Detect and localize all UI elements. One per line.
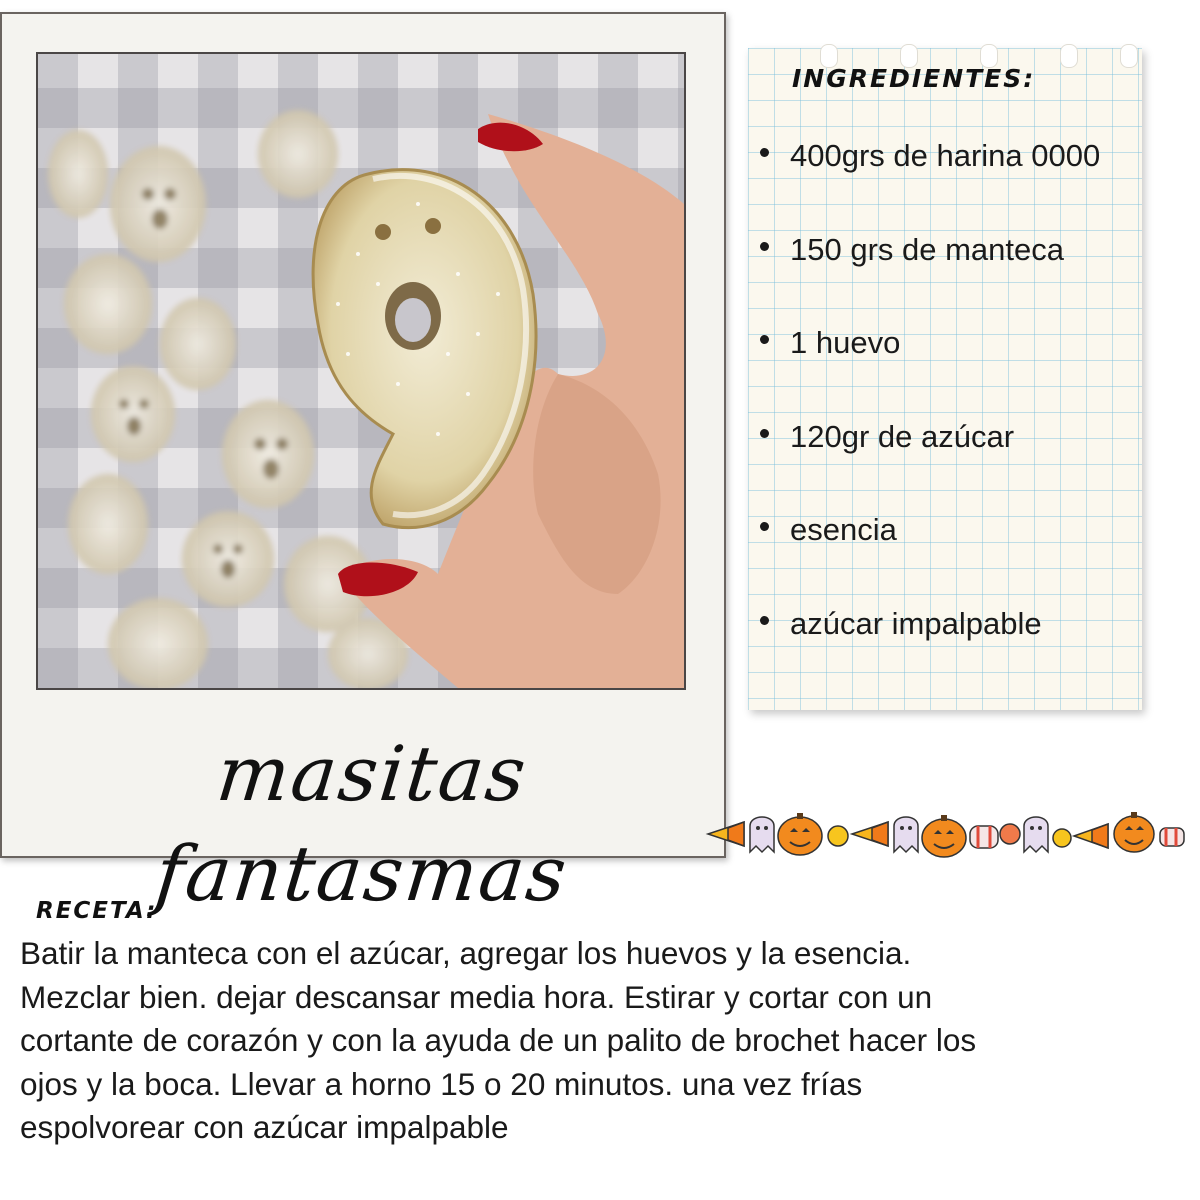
ingredients-heading: INGREDIENTES: (792, 64, 1036, 93)
recipe-instructions (20, 932, 1180, 1150)
pumpkin-icon (922, 815, 966, 857)
striped-candy-icon (970, 826, 998, 848)
recipe-line: Mezclar bien. dejar descansar media hora. Estirar y cortar con un (20, 978, 933, 1015)
ghost-cookie-photo (36, 52, 686, 690)
recipe-line: ojos y la boca. Llevar a horno 15 o 20 minutos. una vez frías (20, 1065, 863, 1102)
candy-corn-icon (1074, 824, 1108, 848)
gumball-icon (1000, 824, 1020, 844)
candy-corn-icon (708, 822, 744, 846)
ghost-icon (1024, 817, 1048, 852)
wrapped-candy-icon (1160, 828, 1184, 846)
gumball-icon (1053, 829, 1071, 847)
candy-corn-icon (852, 822, 888, 846)
bullet-icon (760, 148, 769, 157)
bullet-icon (760, 242, 769, 251)
recipe-title: masitas fantasmas (151, 729, 573, 918)
bullet-icon (760, 429, 769, 438)
bullet-icon (760, 616, 769, 625)
ghost-icon (894, 817, 918, 852)
ghost-icon (750, 817, 774, 852)
pumpkin-icon (1114, 812, 1154, 852)
recipe-line: Batir la manteca con el azúcar, agregar los huevos y la esencia. (20, 935, 912, 971)
recipe-line: espolvorear con azúcar impalpable (20, 1109, 509, 1145)
halloween-garland (704, 804, 1194, 864)
bullet-icon (760, 335, 769, 344)
photo-illustration (38, 54, 684, 688)
bullet-icon (760, 522, 769, 531)
pumpkin-icon (778, 813, 822, 855)
recipe-heading: RECETA: (36, 898, 158, 924)
recipe-line: cortante de corazón y con la ayuda de un palito de brochet hacer los (20, 1022, 977, 1058)
gumball-icon (828, 826, 848, 846)
